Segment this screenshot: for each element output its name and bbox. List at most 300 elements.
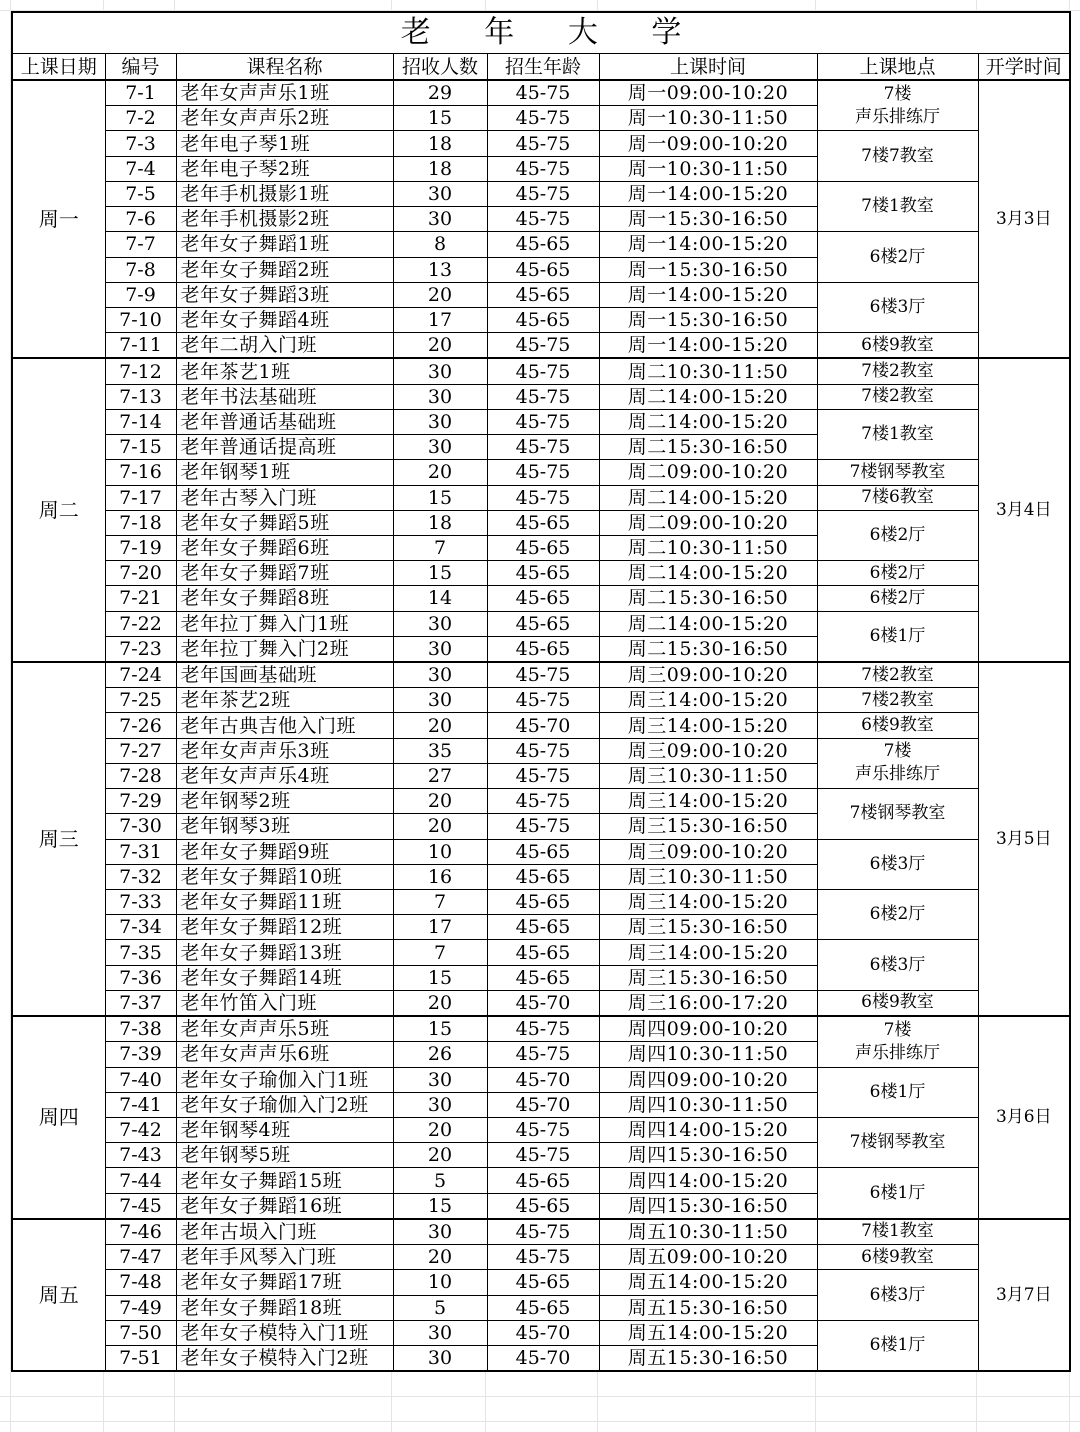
course-name-cell[interactable]: 老年钢琴5班	[176, 1143, 393, 1168]
capacity-cell[interactable]: 7	[393, 535, 487, 560]
course-name-cell[interactable]: 老年书法基础班	[176, 384, 393, 409]
code-cell[interactable]: 7-5	[105, 181, 176, 206]
course-name-cell[interactable]: 老年女声声乐1班	[176, 80, 393, 106]
course-name-cell[interactable]: 老年普通话基础班	[176, 409, 393, 434]
age-cell[interactable]: 45-75	[487, 1245, 599, 1270]
course-name-cell[interactable]: 老年女声声乐2班	[176, 106, 393, 131]
capacity-cell[interactable]: 30	[393, 358, 487, 384]
day-cell[interactable]: 周五	[12, 1219, 105, 1371]
time-cell[interactable]: 周二14:00-15:20	[599, 409, 817, 434]
code-cell[interactable]: 7-47	[105, 1245, 176, 1270]
time-cell[interactable]: 周一15:30-16:50	[599, 307, 817, 332]
course-name-cell[interactable]: 老年二胡入门班	[176, 333, 393, 359]
location-cell[interactable]: 7楼钢琴教室	[817, 789, 978, 839]
capacity-cell[interactable]: 15	[393, 485, 487, 510]
capacity-cell[interactable]: 8	[393, 232, 487, 257]
time-cell[interactable]: 周二09:00-10:20	[599, 460, 817, 485]
course-name-cell[interactable]: 老年拉丁舞入门1班	[176, 611, 393, 636]
age-cell[interactable]: 45-75	[487, 662, 599, 688]
time-cell[interactable]: 周四15:30-16:50	[599, 1193, 817, 1219]
course-name-cell[interactable]: 老年女子瑜伽入门2班	[176, 1092, 393, 1117]
course-name-cell[interactable]: 老年女子舞蹈17班	[176, 1270, 393, 1295]
capacity-cell[interactable]: 16	[393, 864, 487, 889]
course-name-cell[interactable]: 老年电子琴2班	[176, 156, 393, 181]
code-cell[interactable]: 7-31	[105, 839, 176, 864]
code-cell[interactable]: 7-14	[105, 409, 176, 434]
capacity-cell[interactable]: 5	[393, 1295, 487, 1320]
age-cell[interactable]: 45-75	[487, 131, 599, 156]
capacity-cell[interactable]: 20	[393, 333, 487, 359]
capacity-cell[interactable]: 20	[393, 1143, 487, 1168]
course-name-cell[interactable]: 老年国画基础班	[176, 662, 393, 688]
age-cell[interactable]: 45-75	[487, 358, 599, 384]
code-cell[interactable]: 7-34	[105, 915, 176, 940]
age-cell[interactable]: 45-65	[487, 232, 599, 257]
time-cell[interactable]: 周五10:30-11:50	[599, 1219, 817, 1245]
time-cell[interactable]: 周三15:30-16:50	[599, 965, 817, 990]
age-cell[interactable]: 45-65	[487, 890, 599, 915]
location-cell[interactable]: 7楼2教室	[817, 688, 978, 713]
age-cell[interactable]: 45-65	[487, 282, 599, 307]
time-cell[interactable]: 周一14:00-15:20	[599, 181, 817, 206]
code-cell[interactable]: 7-6	[105, 207, 176, 232]
capacity-cell[interactable]: 30	[393, 409, 487, 434]
age-cell[interactable]: 45-75	[487, 435, 599, 460]
code-cell[interactable]: 7-45	[105, 1193, 176, 1219]
course-name-cell[interactable]: 老年钢琴1班	[176, 460, 393, 485]
time-cell[interactable]: 周四14:00-15:20	[599, 1117, 817, 1142]
location-cell[interactable]: 7楼钢琴教室	[817, 1117, 978, 1167]
course-name-cell[interactable]: 老年女子舞蹈1班	[176, 232, 393, 257]
age-cell[interactable]: 45-75	[487, 485, 599, 510]
capacity-cell[interactable]: 15	[393, 1016, 487, 1042]
location-cell[interactable]: 6楼9教室	[817, 1245, 978, 1270]
course-name-cell[interactable]: 老年古琴入门班	[176, 485, 393, 510]
start-date-cell[interactable]: 3月4日	[978, 358, 1070, 662]
course-name-cell[interactable]: 老年普通话提高班	[176, 435, 393, 460]
code-cell[interactable]: 7-13	[105, 384, 176, 409]
location-cell[interactable]: 6楼9教室	[817, 333, 978, 359]
time-cell[interactable]: 周一15:30-16:50	[599, 257, 817, 282]
course-name-cell[interactable]: 老年手机摄影2班	[176, 207, 393, 232]
code-cell[interactable]: 7-43	[105, 1143, 176, 1168]
time-cell[interactable]: 周五15:30-16:50	[599, 1345, 817, 1371]
age-cell[interactable]: 45-70	[487, 1320, 599, 1345]
age-cell[interactable]: 45-75	[487, 1219, 599, 1245]
capacity-cell[interactable]: 20	[393, 282, 487, 307]
time-cell[interactable]: 周一14:00-15:20	[599, 282, 817, 307]
capacity-cell[interactable]: 17	[393, 915, 487, 940]
age-cell[interactable]: 45-65	[487, 510, 599, 535]
time-cell[interactable]: 周三14:00-15:20	[599, 890, 817, 915]
code-cell[interactable]: 7-51	[105, 1345, 176, 1371]
time-cell[interactable]: 周三09:00-10:20	[599, 662, 817, 688]
time-cell[interactable]: 周三14:00-15:20	[599, 688, 817, 713]
capacity-cell[interactable]: 30	[393, 662, 487, 688]
day-cell[interactable]: 周三	[12, 662, 105, 1016]
age-cell[interactable]: 45-65	[487, 561, 599, 586]
start-date-cell[interactable]: 3月6日	[978, 1016, 1070, 1219]
time-cell[interactable]: 周四14:00-15:20	[599, 1168, 817, 1193]
capacity-cell[interactable]: 30	[393, 688, 487, 713]
age-cell[interactable]: 45-70	[487, 1092, 599, 1117]
course-name-cell[interactable]: 老年女子舞蹈3班	[176, 282, 393, 307]
age-cell[interactable]: 45-75	[487, 1117, 599, 1142]
age-cell[interactable]: 45-65	[487, 1270, 599, 1295]
time-cell[interactable]: 周一14:00-15:20	[599, 333, 817, 359]
age-cell[interactable]: 45-65	[487, 611, 599, 636]
course-name-cell[interactable]: 老年女子舞蹈8班	[176, 586, 393, 611]
course-name-cell[interactable]: 老年女声声乐5班	[176, 1016, 393, 1042]
time-cell[interactable]: 周四15:30-16:50	[599, 1143, 817, 1168]
time-cell[interactable]: 周三14:00-15:20	[599, 789, 817, 814]
code-cell[interactable]: 7-30	[105, 814, 176, 839]
location-cell[interactable]: 6楼1厅	[817, 1320, 978, 1371]
code-cell[interactable]: 7-50	[105, 1320, 176, 1345]
code-cell[interactable]: 7-36	[105, 965, 176, 990]
time-cell[interactable]: 周一10:30-11:50	[599, 156, 817, 181]
capacity-cell[interactable]: 15	[393, 561, 487, 586]
capacity-cell[interactable]: 18	[393, 131, 487, 156]
course-name-cell[interactable]: 老年钢琴3班	[176, 814, 393, 839]
location-cell[interactable]: 6楼2厅	[817, 561, 978, 586]
course-name-cell[interactable]: 老年女子舞蹈12班	[176, 915, 393, 940]
code-cell[interactable]: 7-1	[105, 80, 176, 106]
age-cell[interactable]: 45-75	[487, 156, 599, 181]
code-cell[interactable]: 7-23	[105, 636, 176, 662]
location-cell[interactable]	[817, 1016, 978, 1067]
time-cell[interactable]: 周三10:30-11:50	[599, 864, 817, 889]
capacity-cell[interactable]: 14	[393, 586, 487, 611]
age-cell[interactable]: 45-70	[487, 990, 599, 1016]
code-cell[interactable]: 7-49	[105, 1295, 176, 1320]
code-cell[interactable]: 7-46	[105, 1219, 176, 1245]
age-cell[interactable]: 45-75	[487, 106, 599, 131]
age-cell[interactable]: 45-75	[487, 181, 599, 206]
code-cell[interactable]: 7-8	[105, 257, 176, 282]
course-name-cell[interactable]: 老年女子舞蹈11班	[176, 890, 393, 915]
header-code[interactable]: 编号	[105, 54, 176, 81]
age-cell[interactable]: 45-65	[487, 586, 599, 611]
code-cell[interactable]: 7-48	[105, 1270, 176, 1295]
location-cell[interactable]: 7楼2教室	[817, 662, 978, 688]
capacity-cell[interactable]: 30	[393, 207, 487, 232]
age-cell[interactable]: 45-65	[487, 535, 599, 560]
capacity-cell[interactable]: 7	[393, 940, 487, 965]
course-name-cell[interactable]: 老年女子舞蹈7班	[176, 561, 393, 586]
code-cell[interactable]: 7-22	[105, 611, 176, 636]
course-name-cell[interactable]: 老年女子舞蹈18班	[176, 1295, 393, 1320]
code-cell[interactable]: 7-37	[105, 990, 176, 1016]
capacity-cell[interactable]: 15	[393, 965, 487, 990]
start-date-cell[interactable]: 3月5日	[978, 662, 1070, 1016]
time-cell[interactable]: 周三09:00-10:20	[599, 738, 817, 763]
time-cell[interactable]: 周三14:00-15:20	[599, 713, 817, 738]
course-name-cell[interactable]: 老年女子舞蹈10班	[176, 864, 393, 889]
capacity-cell[interactable]: 27	[393, 763, 487, 788]
age-cell[interactable]: 45-75	[487, 763, 599, 788]
location-cell[interactable]: 7楼1教室	[817, 409, 978, 459]
location-cell[interactable]: 6楼9教室	[817, 713, 978, 738]
code-cell[interactable]: 7-24	[105, 662, 176, 688]
course-name-cell[interactable]: 老年女子舞蹈16班	[176, 1193, 393, 1219]
code-cell[interactable]: 7-26	[105, 713, 176, 738]
age-cell[interactable]: 45-65	[487, 965, 599, 990]
time-cell[interactable]: 周二15:30-16:50	[599, 636, 817, 662]
age-cell[interactable]: 45-75	[487, 460, 599, 485]
time-cell[interactable]: 周一15:30-16:50	[599, 207, 817, 232]
course-name-cell[interactable]: 老年手风琴入门班	[176, 1245, 393, 1270]
location-cell[interactable]: 7楼1教室	[817, 1219, 978, 1245]
code-cell[interactable]: 7-32	[105, 864, 176, 889]
capacity-cell[interactable]: 30	[393, 384, 487, 409]
age-cell[interactable]: 45-75	[487, 207, 599, 232]
age-cell[interactable]: 45-75	[487, 814, 599, 839]
capacity-cell[interactable]: 30	[393, 1067, 487, 1092]
age-cell[interactable]: 45-75	[487, 333, 599, 359]
code-cell[interactable]: 7-38	[105, 1016, 176, 1042]
age-cell[interactable]: 45-65	[487, 257, 599, 282]
course-name-cell[interactable]: 老年女子舞蹈2班	[176, 257, 393, 282]
course-name-cell[interactable]: 老年电子琴1班	[176, 131, 393, 156]
capacity-cell[interactable]: 20	[393, 990, 487, 1016]
capacity-cell[interactable]: 13	[393, 257, 487, 282]
age-cell[interactable]: 45-70	[487, 1345, 599, 1371]
location-cell[interactable]: 6楼3厅	[817, 940, 978, 990]
capacity-cell[interactable]: 30	[393, 181, 487, 206]
code-cell[interactable]: 7-19	[105, 535, 176, 560]
capacity-cell[interactable]: 20	[393, 1117, 487, 1142]
course-name-cell[interactable]: 老年女子舞蹈4班	[176, 307, 393, 332]
location-cell[interactable]: 7楼钢琴教室	[817, 460, 978, 485]
time-cell[interactable]: 周二14:00-15:20	[599, 485, 817, 510]
code-cell[interactable]: 7-21	[105, 586, 176, 611]
time-cell[interactable]: 周五14:00-15:20	[599, 1320, 817, 1345]
course-name-cell[interactable]: 老年女子舞蹈14班	[176, 965, 393, 990]
age-cell[interactable]: 45-65	[487, 1193, 599, 1219]
course-name-cell[interactable]: 老年茶艺2班	[176, 688, 393, 713]
course-name-cell[interactable]: 老年女子模特入门2班	[176, 1345, 393, 1371]
time-cell[interactable]: 周二09:00-10:20	[599, 510, 817, 535]
course-name-cell[interactable]: 老年古典吉他入门班	[176, 713, 393, 738]
code-cell[interactable]: 7-20	[105, 561, 176, 586]
capacity-cell[interactable]: 18	[393, 510, 487, 535]
capacity-cell[interactable]: 10	[393, 1270, 487, 1295]
code-cell[interactable]: 7-17	[105, 485, 176, 510]
course-name-cell[interactable]: 老年女子舞蹈6班	[176, 535, 393, 560]
code-cell[interactable]: 7-41	[105, 1092, 176, 1117]
capacity-cell[interactable]: 30	[393, 1320, 487, 1345]
code-cell[interactable]: 7-39	[105, 1042, 176, 1067]
course-name-cell[interactable]: 老年拉丁舞入门2班	[176, 636, 393, 662]
location-cell[interactable]: 7楼2教室	[817, 358, 978, 384]
day-cell[interactable]: 周四	[12, 1016, 105, 1219]
age-cell[interactable]: 45-70	[487, 713, 599, 738]
course-name-cell[interactable]: 老年女声声乐6班	[176, 1042, 393, 1067]
age-cell[interactable]: 45-65	[487, 307, 599, 332]
age-cell[interactable]: 45-75	[487, 409, 599, 434]
age-cell[interactable]: 45-75	[487, 384, 599, 409]
location-cell[interactable]: 6楼2厅	[817, 232, 978, 282]
location-cell[interactable]: 6楼1厅	[817, 1067, 978, 1117]
time-cell[interactable]: 周二14:00-15:20	[599, 384, 817, 409]
age-cell[interactable]: 45-75	[487, 1143, 599, 1168]
age-cell[interactable]: 45-65	[487, 636, 599, 662]
capacity-cell[interactable]: 20	[393, 713, 487, 738]
course-name-cell[interactable]: 老年女子模特入门1班	[176, 1320, 393, 1345]
location-cell[interactable]: 6楼1厅	[817, 611, 978, 662]
capacity-cell[interactable]: 30	[393, 1219, 487, 1245]
capacity-cell[interactable]: 30	[393, 1092, 487, 1117]
capacity-cell[interactable]: 29	[393, 80, 487, 106]
capacity-cell[interactable]: 26	[393, 1042, 487, 1067]
time-cell[interactable]: 周一14:00-15:20	[599, 232, 817, 257]
location-cell[interactable]: 7楼2教室	[817, 384, 978, 409]
course-name-cell[interactable]: 老年女声声乐3班	[176, 738, 393, 763]
day-cell[interactable]: 周二	[12, 358, 105, 662]
location-cell[interactable]: 6楼2厅	[817, 890, 978, 940]
day-cell[interactable]: 周一	[12, 80, 105, 358]
time-cell[interactable]: 周二14:00-15:20	[599, 611, 817, 636]
time-cell[interactable]: 周四10:30-11:50	[599, 1092, 817, 1117]
time-cell[interactable]: 周二10:30-11:50	[599, 535, 817, 560]
location-cell[interactable]	[817, 80, 978, 131]
header-location[interactable]: 上课地点	[817, 54, 978, 81]
age-cell[interactable]: 45-75	[487, 1042, 599, 1067]
capacity-cell[interactable]: 30	[393, 611, 487, 636]
location-cell[interactable]: 6楼9教室	[817, 990, 978, 1016]
code-cell[interactable]: 7-10	[105, 307, 176, 332]
code-cell[interactable]: 7-11	[105, 333, 176, 359]
code-cell[interactable]: 7-33	[105, 890, 176, 915]
time-cell[interactable]: 周三16:00-17:20	[599, 990, 817, 1016]
code-cell[interactable]: 7-16	[105, 460, 176, 485]
location-cell[interactable]: 6楼3厅	[817, 282, 978, 332]
capacity-cell[interactable]: 7	[393, 890, 487, 915]
code-cell[interactable]: 7-29	[105, 789, 176, 814]
course-name-cell[interactable]: 老年女子舞蹈15班	[176, 1168, 393, 1193]
capacity-cell[interactable]: 20	[393, 789, 487, 814]
time-cell[interactable]: 周四10:30-11:50	[599, 1042, 817, 1067]
location-cell[interactable]	[817, 738, 978, 788]
header-day[interactable]: 上课日期	[12, 54, 105, 81]
time-cell[interactable]: 周一09:00-10:20	[599, 131, 817, 156]
time-cell[interactable]: 周五15:30-16:50	[599, 1295, 817, 1320]
age-cell[interactable]: 45-75	[487, 789, 599, 814]
time-cell[interactable]: 周三15:30-16:50	[599, 814, 817, 839]
course-name-cell[interactable]: 老年钢琴2班	[176, 789, 393, 814]
code-cell[interactable]: 7-25	[105, 688, 176, 713]
time-cell[interactable]: 周二15:30-16:50	[599, 435, 817, 460]
capacity-cell[interactable]: 10	[393, 839, 487, 864]
time-cell[interactable]: 周二15:30-16:50	[599, 586, 817, 611]
code-cell[interactable]: 7-12	[105, 358, 176, 384]
location-cell[interactable]: 6楼2厅	[817, 510, 978, 560]
course-name-cell[interactable]: 老年古埙入门班	[176, 1219, 393, 1245]
age-cell[interactable]: 45-75	[487, 1016, 599, 1042]
capacity-cell[interactable]: 18	[393, 156, 487, 181]
course-name-cell[interactable]: 老年女子舞蹈5班	[176, 510, 393, 535]
time-cell[interactable]: 周一10:30-11:50	[599, 106, 817, 131]
capacity-cell[interactable]: 20	[393, 460, 487, 485]
sheet-title[interactable]: 老 年 大 学	[12, 12, 1070, 54]
header-name[interactable]: 课程名称	[176, 54, 393, 81]
course-name-cell[interactable]: 老年手机摄影1班	[176, 181, 393, 206]
time-cell[interactable]: 周二14:00-15:20	[599, 561, 817, 586]
location-cell[interactable]: 7楼1教室	[817, 181, 978, 231]
header-start[interactable]: 开学时间	[978, 54, 1070, 81]
time-cell[interactable]: 周三10:30-11:50	[599, 763, 817, 788]
code-cell[interactable]: 7-9	[105, 282, 176, 307]
time-cell[interactable]: 周四09:00-10:20	[599, 1016, 817, 1042]
location-cell[interactable]: 6楼3厅	[817, 1270, 978, 1320]
location-cell[interactable]: 7楼7教室	[817, 131, 978, 181]
code-cell[interactable]: 7-44	[105, 1168, 176, 1193]
location-cell[interactable]: 6楼2厅	[817, 586, 978, 611]
age-cell[interactable]: 45-65	[487, 1168, 599, 1193]
capacity-cell[interactable]: 30	[393, 435, 487, 460]
age-cell[interactable]: 45-65	[487, 915, 599, 940]
location-cell[interactable]: 7楼6教室	[817, 485, 978, 510]
capacity-cell[interactable]: 17	[393, 307, 487, 332]
capacity-cell[interactable]: 20	[393, 1245, 487, 1270]
time-cell[interactable]: 周三14:00-15:20	[599, 940, 817, 965]
header-age[interactable]: 招生年龄	[487, 54, 599, 81]
code-cell[interactable]: 7-18	[105, 510, 176, 535]
code-cell[interactable]: 7-15	[105, 435, 176, 460]
time-cell[interactable]: 周五14:00-15:20	[599, 1270, 817, 1295]
course-name-cell[interactable]: 老年茶艺1班	[176, 358, 393, 384]
course-name-cell[interactable]: 老年钢琴4班	[176, 1117, 393, 1142]
code-cell[interactable]: 7-28	[105, 763, 176, 788]
age-cell[interactable]: 45-75	[487, 80, 599, 106]
code-cell[interactable]: 7-27	[105, 738, 176, 763]
course-name-cell[interactable]: 老年女子瑜伽入门1班	[176, 1067, 393, 1092]
code-cell[interactable]: 7-42	[105, 1117, 176, 1142]
capacity-cell[interactable]: 20	[393, 814, 487, 839]
capacity-cell[interactable]: 15	[393, 106, 487, 131]
age-cell[interactable]: 45-75	[487, 688, 599, 713]
age-cell[interactable]: 45-65	[487, 839, 599, 864]
time-cell[interactable]: 周三09:00-10:20	[599, 839, 817, 864]
header-time[interactable]: 上课时间	[599, 54, 817, 81]
location-cell[interactable]: 6楼1厅	[817, 1168, 978, 1219]
time-cell[interactable]: 周二10:30-11:50	[599, 358, 817, 384]
code-cell[interactable]: 7-2	[105, 106, 176, 131]
age-cell[interactable]: 45-65	[487, 940, 599, 965]
time-cell[interactable]: 周五09:00-10:20	[599, 1245, 817, 1270]
age-cell[interactable]: 45-65	[487, 864, 599, 889]
time-cell[interactable]: 周一09:00-10:20	[599, 80, 817, 106]
age-cell[interactable]: 45-70	[487, 1067, 599, 1092]
course-name-cell[interactable]: 老年女子舞蹈13班	[176, 940, 393, 965]
header-capacity[interactable]: 招收人数	[393, 54, 487, 81]
capacity-cell[interactable]: 30	[393, 1345, 487, 1371]
capacity-cell[interactable]: 15	[393, 1193, 487, 1219]
code-cell[interactable]: 7-35	[105, 940, 176, 965]
course-name-cell[interactable]: 老年竹笛入门班	[176, 990, 393, 1016]
code-cell[interactable]: 7-3	[105, 131, 176, 156]
age-cell[interactable]: 45-75	[487, 738, 599, 763]
age-cell[interactable]: 45-65	[487, 1295, 599, 1320]
code-cell[interactable]: 7-40	[105, 1067, 176, 1092]
start-date-cell[interactable]: 3月7日	[978, 1219, 1070, 1371]
start-date-cell[interactable]: 3月3日	[978, 80, 1070, 358]
time-cell[interactable]: 周三15:30-16:50	[599, 915, 817, 940]
location-cell[interactable]: 6楼3厅	[817, 839, 978, 889]
course-name-cell[interactable]: 老年女声声乐4班	[176, 763, 393, 788]
capacity-cell[interactable]: 35	[393, 738, 487, 763]
